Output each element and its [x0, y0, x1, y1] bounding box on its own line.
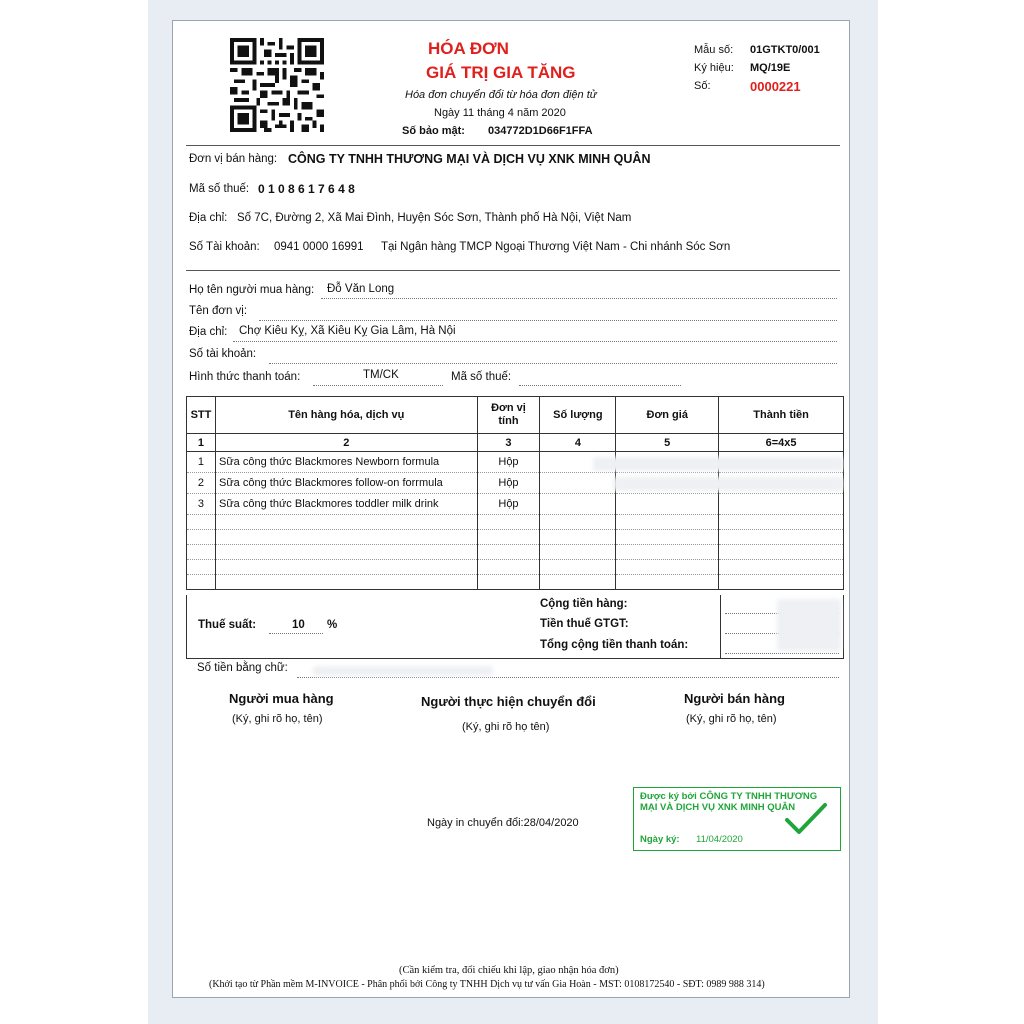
- totals-box: [186, 595, 844, 659]
- dotted-line: [269, 363, 837, 364]
- invoice-title-sub: GIÁ TRỊ GIA TĂNG: [426, 63, 576, 82]
- dotted-line: [725, 653, 839, 654]
- symbol-label: Ký hiệu:: [694, 62, 734, 74]
- seller-address-label: Địa chỉ:: [189, 212, 228, 224]
- vat-label: Tiền thuế GTGT:: [540, 618, 629, 630]
- redacted-amount: [313, 666, 493, 676]
- payment-label: Hình thức thanh toán:: [189, 371, 301, 383]
- table-row: [187, 575, 844, 590]
- security-code-label: Số bảo mật:: [402, 125, 465, 137]
- payment-method: TM/CK: [363, 369, 399, 381]
- digital-signature-stamp: [633, 787, 841, 851]
- buyer-name: Đỗ Văn Long: [327, 283, 395, 295]
- row-unit: Hộp: [477, 452, 540, 473]
- symbol-value: MQ/19E: [750, 62, 791, 74]
- items-table: [186, 396, 844, 590]
- header-quantity: Số lượng: [540, 397, 616, 434]
- buyer-address-label: Địa chỉ:: [189, 326, 228, 338]
- grand-total-label: Tổng cộng tiền thanh toán:: [540, 639, 689, 651]
- row-stt: 2: [187, 473, 216, 494]
- seller-signature-title: Người bán hàng: [684, 691, 785, 706]
- divider: [720, 595, 721, 659]
- header-unit: Đơn vị tính: [477, 397, 540, 434]
- dotted-line: [269, 633, 323, 634]
- seller-tax-code: 0 1 0 8 6 1 7 6 4 8: [258, 182, 355, 196]
- col-number: 4: [540, 434, 616, 452]
- table-row: [187, 530, 844, 545]
- seller-bank: Tại Ngân hàng TMCP Ngoại Thương Việt Nam - Chi nhánh Sóc Sơn: [381, 241, 731, 253]
- col-number: 6=4x5: [719, 434, 844, 452]
- footer-software: (Khởi tạo từ Phần mềm M-INVOICE - Phân phối bởi Công ty TNHH Dịch vụ tư vấn Gia Hoàn - MST: 0108172540 - SĐT: 0989 988 314): [209, 979, 765, 990]
- row-unit: Hộp: [477, 473, 540, 494]
- seller-name: CÔNG TY TNHH THƯƠNG MẠI VÀ DỊCH VỤ XNK MINH QUÂN: [288, 152, 651, 166]
- amount-in-words-label: Số tiền bằng chữ:: [197, 662, 288, 674]
- buyer-address: Chợ Kiêu Kỵ, Xã Kiêu Kỵ Gia Lâm, Hà Nội: [239, 325, 456, 337]
- header-stt: STT: [187, 397, 216, 434]
- checkmark-icon: [784, 802, 828, 836]
- converter-signature-note: (Ký, ghi rõ họ tên): [462, 721, 550, 733]
- percent-sign: %: [327, 619, 338, 631]
- divider: [186, 145, 840, 146]
- stamp-date: 11/04/2020: [696, 834, 743, 845]
- row-stt: 1: [187, 452, 216, 473]
- subtotal-label: Cộng tiền hàng:: [540, 598, 628, 610]
- row-item-name: Sữa công thức Blackmores Newborn formula: [215, 452, 477, 473]
- header-unit-price: Đơn giá: [616, 397, 719, 434]
- invoice-date: Ngày 11 tháng 4 năm 2020: [434, 107, 566, 119]
- redacted-amount: [613, 477, 843, 491]
- buyer-name-label: Họ tên người mua hàng:: [189, 284, 315, 296]
- row-item-name: Sữa công thức Blackmores follow-on forrmula: [215, 473, 477, 494]
- table-row: [187, 560, 844, 575]
- table-row: [187, 494, 844, 515]
- seller-signature-note: (Ký, ghi rõ họ, tên): [686, 713, 777, 725]
- invoice-subtitle: Hóa đơn chuyển đổi từ hóa đơn điện tử: [405, 89, 597, 101]
- seller-tax-label: Mã số thuế:: [189, 183, 250, 195]
- buyer-signature-note: (Ký, ghi rõ họ, tên): [232, 713, 323, 725]
- dotted-line: [259, 320, 837, 321]
- seller-name-label: Đơn vị bán hàng:: [189, 153, 278, 165]
- dotted-line: [297, 677, 839, 678]
- col-number: 3: [477, 434, 540, 452]
- col-number: 1: [187, 434, 216, 452]
- stamp-text: Được ký bởi CÔNG TY TNHH THƯƠNG MẠI VÀ DỊCH VỤ XNK MINH QUÂN: [640, 791, 818, 813]
- row-quantity: [540, 473, 616, 494]
- print-date: Ngày in chuyển đổi:28/04/2020: [427, 817, 579, 829]
- seller-account-label: Số Tài khoản:: [189, 241, 260, 253]
- security-code-value: 034772D1D66F1FFA: [488, 125, 593, 137]
- dotted-line: [313, 385, 443, 386]
- buyer-unit-label: Tên đơn vị:: [189, 305, 248, 317]
- tax-rate-value: 10: [292, 619, 305, 631]
- col-number: 5: [616, 434, 719, 452]
- seller-address: Số 7C, Đường 2, Xã Mai Đình, Huyện Sóc Sơn, Thành phố Hà Nội, Việt Nam: [237, 212, 632, 224]
- stamp-date-label: Ngày ký:: [640, 834, 680, 845]
- row-item-name: Sữa công thức Blackmores toddler milk drink: [215, 494, 477, 515]
- col-number: 2: [215, 434, 477, 452]
- dotted-line: [519, 385, 681, 386]
- row-stt: 3: [187, 494, 216, 515]
- footer-note: (Cần kiểm tra, đối chiếu khi lập, giao nhận hóa đơn): [399, 965, 619, 976]
- buyer-tax-label: Mã số thuế:: [451, 371, 512, 383]
- row-quantity: [540, 494, 616, 515]
- header-item-name: Tên hàng hóa, dịch vụ: [215, 397, 477, 434]
- table-row: [187, 515, 844, 530]
- buyer-account-label: Số tài khoản:: [189, 348, 257, 360]
- redacted-amount: [593, 457, 843, 471]
- invoice-paper: [172, 20, 850, 998]
- form-label: Mẫu số:: [694, 44, 734, 56]
- header-amount: Thành tiền: [719, 397, 844, 434]
- invoice-title: HÓA ĐƠN: [428, 39, 509, 58]
- dotted-line: [233, 341, 837, 342]
- qr-code-icon: [230, 38, 324, 132]
- number-label: Số:: [694, 80, 711, 92]
- invoice-number: 0000221: [750, 79, 801, 94]
- divider: [186, 270, 840, 271]
- dotted-line: [321, 298, 837, 299]
- row-amount: [719, 494, 844, 515]
- seller-account: 0941 0000 16991: [274, 241, 364, 253]
- form-value: 01GTKT0/001: [750, 44, 820, 56]
- converter-signature-title: Người thực hiện chuyển đổi: [421, 694, 596, 709]
- buyer-signature-title: Người mua hàng: [229, 691, 334, 706]
- redacted-amount: [777, 599, 841, 651]
- tax-rate-label: Thuế suất:: [198, 619, 257, 631]
- row-unit: Hộp: [477, 494, 540, 515]
- row-unit-price: [616, 494, 719, 515]
- table-row: [187, 545, 844, 560]
